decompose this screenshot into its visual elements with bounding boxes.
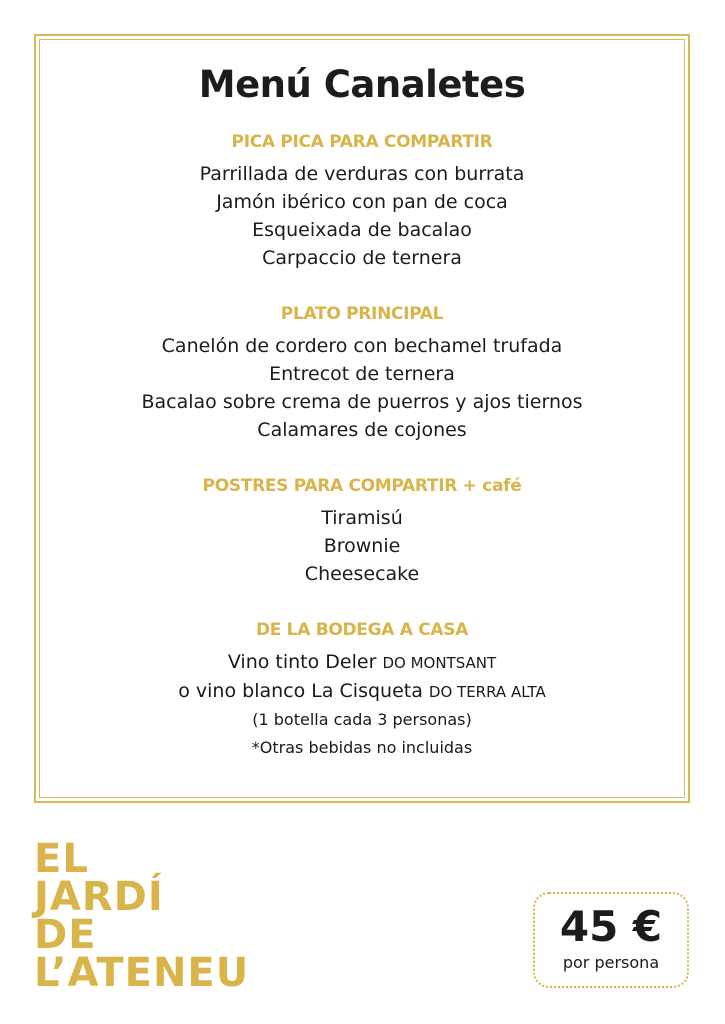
menu-item: Brownie: [323, 535, 401, 557]
wine-option-red: [39, 648, 685, 677]
drinks-note: *Otras bebidas no incluidas: [251, 738, 473, 757]
section-pica-pica: [39, 130, 685, 272]
section-plato-principal: [39, 302, 685, 444]
menu-content: [39, 39, 685, 762]
wine-option-white: [39, 677, 685, 706]
menu-item: Tiramisú: [321, 507, 403, 529]
wine-name: o vino blanco La Cisqueta: [178, 680, 423, 702]
menu-item: Entrecot de ternera: [269, 363, 455, 385]
price-badge: [533, 892, 689, 988]
section-heading: POSTRES PARA COMPARTIR + café: [202, 476, 522, 496]
menu-item: Parrillada de verduras con burrata: [199, 163, 525, 185]
menu-item: Carpaccio de ternera: [262, 247, 462, 269]
section-postres: [39, 474, 685, 588]
menu-item: Cheesecake: [304, 563, 420, 585]
logo-line: DE: [34, 912, 97, 958]
price-unit: por persona: [562, 953, 660, 972]
menu-title: Menú Canaletes: [198, 63, 526, 106]
restaurant-logo: [34, 836, 250, 996]
item-list: [39, 504, 685, 588]
section-heading: PLATO PRINCIPAL: [280, 304, 444, 324]
wine-name: Vino tinto Deler: [227, 651, 377, 673]
menu-item: Jamón ibérico con pan de coca: [216, 191, 508, 213]
logo-line: L’ATENEU: [34, 950, 250, 996]
wine-origin: DO TERRA ALTA: [428, 683, 546, 701]
menu-item: Calamares de cojones: [257, 419, 467, 441]
item-list: [39, 332, 685, 444]
item-list: [39, 648, 685, 762]
section-heading: PICA PICA PARA COMPARTIR: [231, 132, 493, 152]
wine-origin: DO MONTSANT: [382, 654, 497, 672]
menu-item: Bacalao sobre crema de puerros y ajos tiernos: [141, 391, 583, 413]
bottle-note: (1 botella cada 3 personas): [252, 710, 472, 729]
menu-item: Canelón de cordero con bechamel trufada: [161, 335, 563, 357]
item-list: [39, 160, 685, 272]
section-bodega: [39, 618, 685, 762]
price-amount: 45 €: [559, 902, 663, 951]
menu-item: Esqueixada de bacalao: [252, 219, 472, 241]
section-heading: DE LA BODEGA A CASA: [255, 620, 469, 640]
logo-line: EL: [34, 836, 89, 882]
logo-line: JARDÍ: [34, 874, 164, 920]
